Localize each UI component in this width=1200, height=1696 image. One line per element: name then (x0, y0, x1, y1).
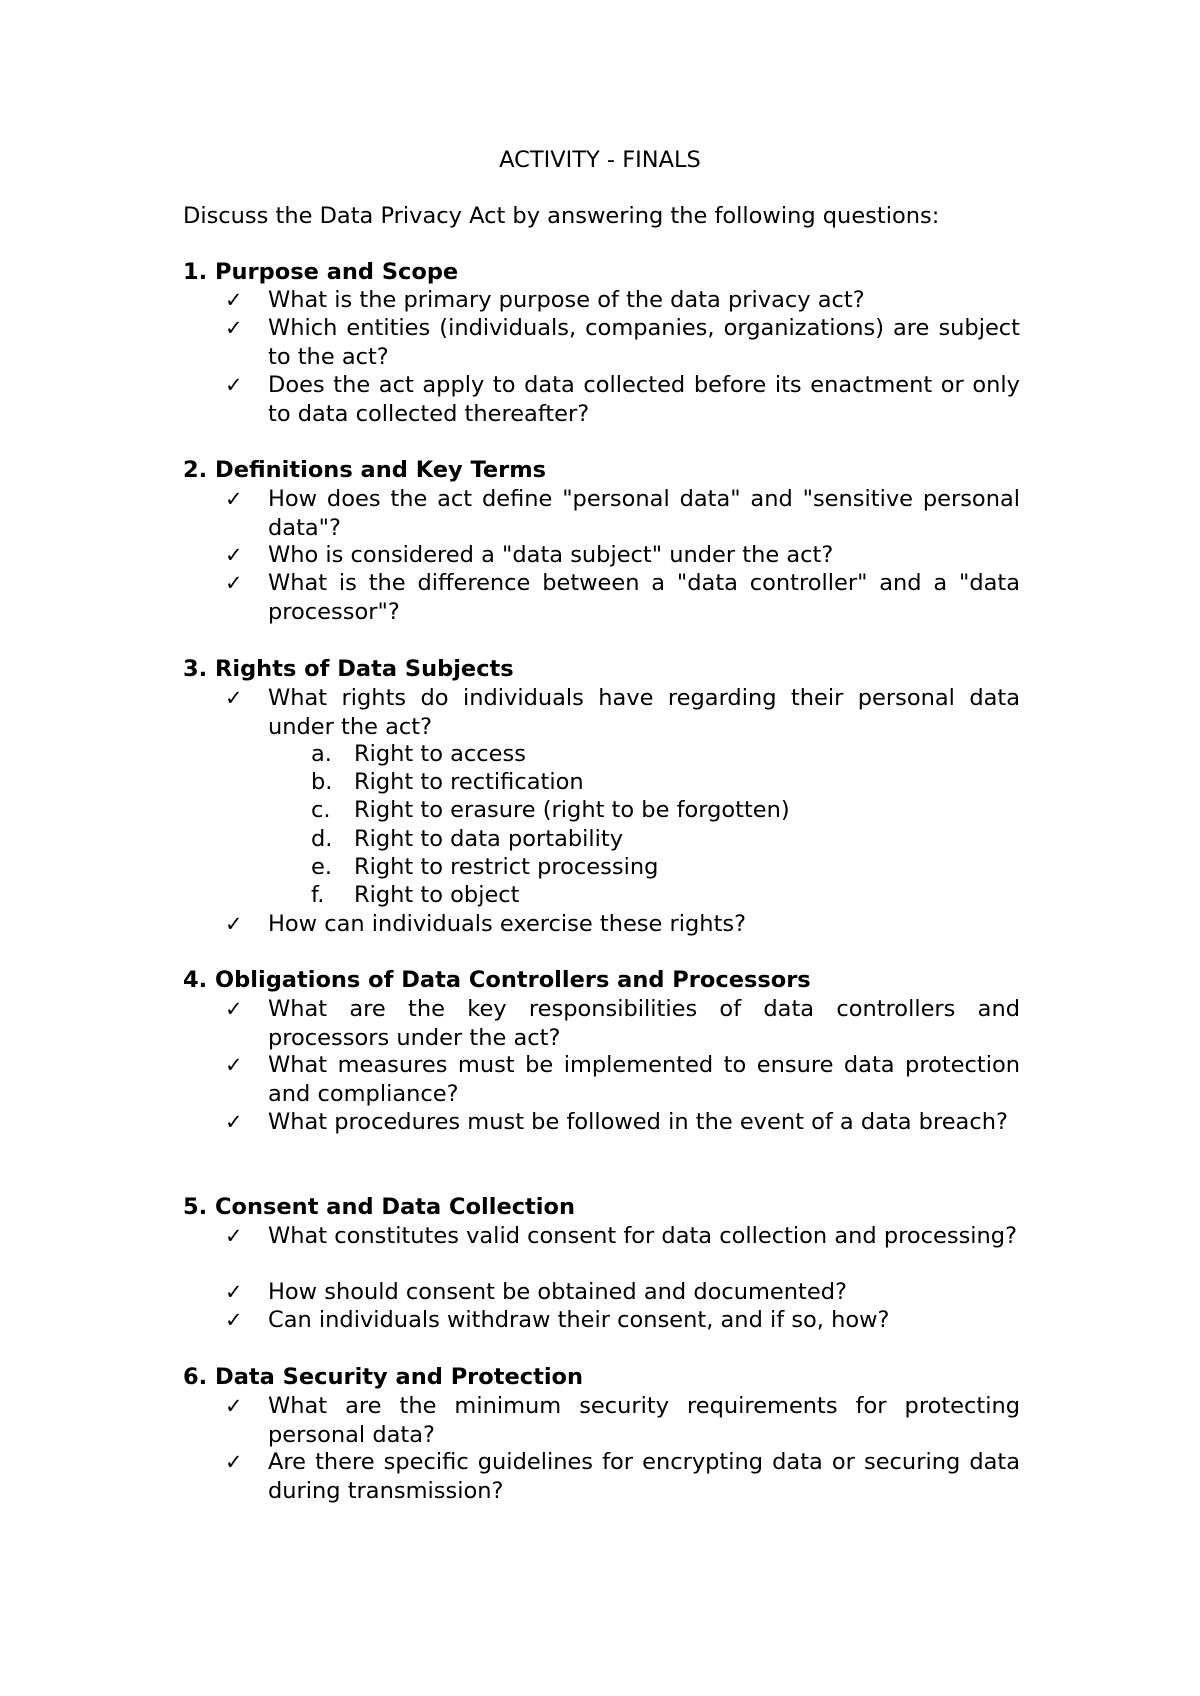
check-icon: ✓ (225, 686, 243, 710)
question-text: What is the primary purpose of the data privacy act? (268, 287, 865, 313)
question-text: How does the act define "personal data" and "sensitive personal data"? (268, 486, 1020, 541)
question-item (225, 1222, 1020, 1251)
question-item (225, 1448, 1020, 1505)
right-text: Right to restrict processing (354, 854, 659, 880)
question-text: What rights do individuals have regarding their personal data under the act? (268, 685, 1020, 740)
right-text: Right to object (354, 882, 520, 908)
question-text: Can individuals withdraw their consent, and if so, how? (268, 1307, 890, 1333)
check-icon: ✓ (225, 571, 243, 595)
check-icon: ✓ (225, 1110, 243, 1134)
question-text: What are the key responsibilities of data controllers and processors under the act? (268, 996, 1020, 1051)
question-item (225, 569, 1020, 626)
question-item (225, 1051, 1020, 1108)
right-letter: b. (311, 769, 333, 795)
question-item (225, 1108, 1020, 1137)
document-title: ACTIVITY - FINALS (499, 147, 701, 173)
check-icon: ✓ (225, 487, 243, 511)
question-item (225, 1278, 1020, 1307)
question-item (225, 314, 1020, 371)
check-icon: ✓ (225, 288, 243, 312)
check-icon: ✓ (225, 543, 243, 567)
right-item (311, 796, 790, 824)
section-heading-purpose-scope: 1. Purpose and Scope (183, 259, 459, 285)
section-heading-rights: 3. Rights of Data Subjects (183, 656, 514, 682)
right-letter: d. (311, 826, 333, 852)
right-text: Right to rectification (354, 769, 584, 795)
question-item (225, 995, 1020, 1052)
right-item (311, 768, 584, 796)
check-icon: ✓ (225, 373, 243, 397)
right-text: Right to data portability (354, 826, 624, 852)
right-item (311, 881, 519, 909)
right-item (311, 853, 658, 881)
question-item (225, 684, 1020, 741)
check-icon: ✓ (225, 1224, 243, 1248)
question-text: What are the minimum security requirements for protecting personal data? (268, 1393, 1020, 1448)
question-text: How can individuals exercise these rights? (268, 911, 747, 937)
question-item (225, 371, 1020, 428)
right-letter: c. (311, 797, 331, 823)
question-text: Who is considered a "data subject" under the act? (268, 542, 834, 568)
check-icon: ✓ (225, 1308, 243, 1332)
question-item (225, 910, 1020, 939)
question-item (225, 286, 1020, 315)
check-icon: ✓ (225, 316, 243, 340)
right-item (311, 825, 623, 853)
section-heading-security: 6. Data Security and Protection (183, 1364, 584, 1390)
question-text: Which entities (individuals, companies, organizations) are subject to the act? (268, 315, 1020, 370)
check-icon: ✓ (225, 1394, 243, 1418)
right-letter: e. (311, 854, 332, 880)
right-text: Right to erasure (right to be forgotten) (354, 797, 790, 823)
question-text: What constitutes valid consent for data collection and processing? (268, 1223, 1018, 1249)
check-icon: ✓ (225, 1053, 243, 1077)
right-item (311, 740, 526, 768)
section-heading-definitions: 2. Definitions and Key Terms (183, 457, 547, 483)
question-text: Are there specific guidelines for encrypting data or securing data during transmission? (268, 1449, 1020, 1504)
question-text: Does the act apply to data collected before its enactment or only to data collected thereafter? (268, 372, 1020, 427)
right-letter: a. (311, 741, 332, 767)
question-item (225, 541, 1020, 570)
question-text: How should consent be obtained and documented? (268, 1279, 847, 1305)
question-text: What procedures must be followed in the event of a data breach? (268, 1109, 1008, 1135)
check-icon: ✓ (225, 1450, 243, 1474)
section-heading-consent: 5. Consent and Data Collection (183, 1194, 575, 1220)
section-heading-obligations: 4. Obligations of Data Controllers and Processors (183, 967, 811, 993)
right-text: Right to access (354, 741, 526, 767)
question-item (225, 1392, 1020, 1449)
document-intro: Discuss the Data Privacy Act by answering the following questions: (183, 203, 940, 229)
question-text: What measures must be implemented to ensure data protection and compliance? (268, 1052, 1020, 1107)
right-letter: f. (311, 882, 325, 908)
check-icon: ✓ (225, 997, 243, 1021)
question-text: What is the difference between a "data controller" and a "data processor"? (268, 570, 1020, 625)
check-icon: ✓ (225, 1280, 243, 1304)
question-item (225, 485, 1020, 542)
question-item (225, 1306, 1020, 1335)
check-icon: ✓ (225, 912, 243, 936)
